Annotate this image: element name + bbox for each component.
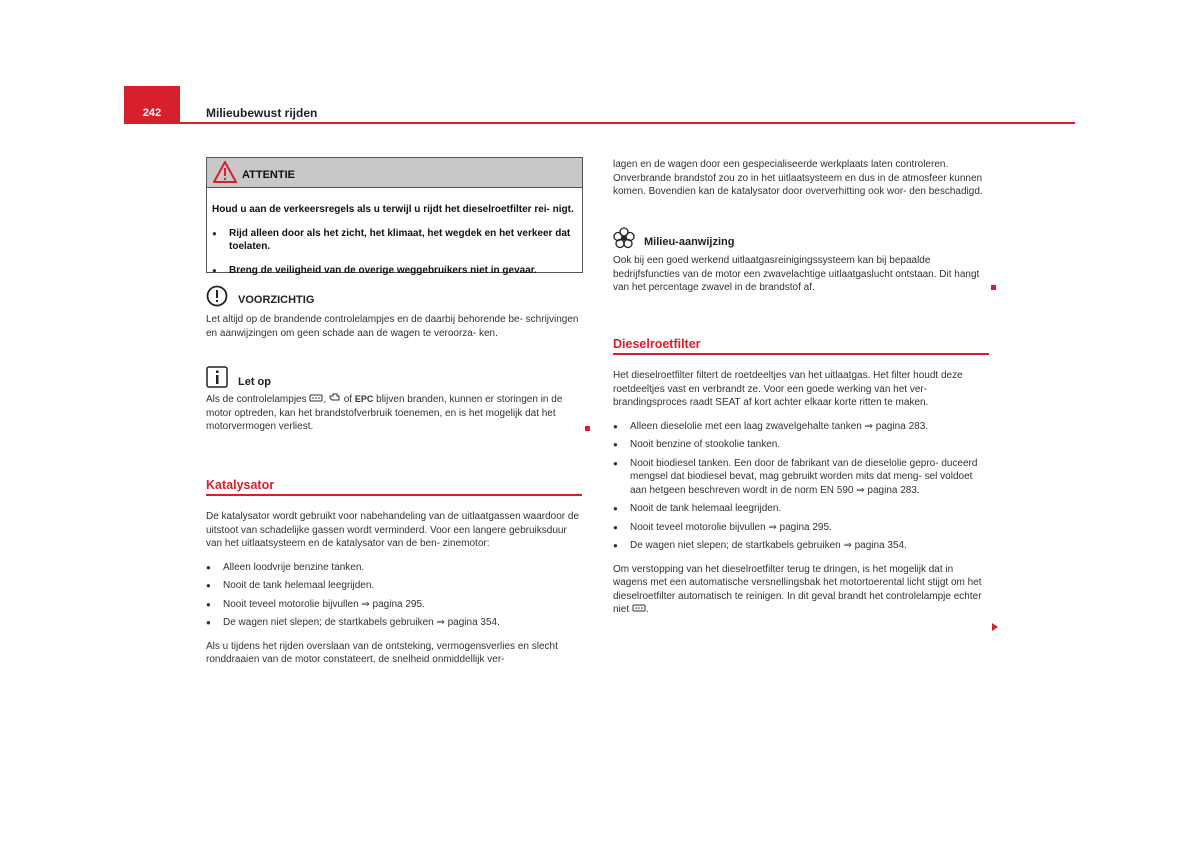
katalysator-rule	[206, 494, 582, 496]
engine-icon	[329, 393, 341, 402]
katalysator-item: ● Alleen loodvrije benzine tanken.	[206, 561, 582, 575]
dieselroetfilter-text	[613, 369, 989, 617]
katalysator-text	[206, 510, 582, 667]
right-top-text	[613, 158, 989, 199]
dieselroetfilter-intro: Het dieselroetfilter filtert de roetdeeltjes van het uitlaatgas. Het filter houdt deze roetdeeltjes vast en verbrandt ze. Voor een goede werking van het ver- brandingsproces raadt SEAT af kort achter elkaar korte ritten te maken.	[613, 370, 963, 408]
milieu-title: Milieu-aanwijzing	[644, 236, 735, 248]
header-rule	[124, 122, 1075, 124]
katalysator-item: ● Nooit teveel motorolie bijvullen ⇒ pagina 295.	[206, 598, 582, 612]
dieselroetfilter-heading: Dieselroetfilter	[613, 337, 701, 351]
dieselroetfilter-item: ● Nooit de tank helemaal leegrijden.	[613, 502, 989, 516]
katalysator-heading: Katalysator	[206, 478, 275, 492]
dieselroetfilter-outro-text: Om verstopping van het dieselroetfilter terug te dringen, is het mogelijk dat in wagens met een automatische versnellingsbak het motortoerental licht stijgt om het dieselroetfilter automatisch te reinigen. In dit geval brandt het controlelampje echter niet	[613, 563, 982, 615]
dieselroetfilter-rule	[613, 353, 989, 355]
katalysator-item: ● Nooit de tank helemaal leegrijden.	[206, 579, 582, 593]
section-end-marker	[991, 285, 996, 290]
caution-exclamation-icon	[206, 285, 228, 307]
katalysator-item: ● De wagen niet slepen; de startkabels gebruiken ⇒ pagina 354.	[206, 616, 582, 630]
note-text-part: ,	[323, 394, 329, 405]
note-text-part: of	[340, 394, 355, 405]
dieselroetfilter-item: ● Nooit benzine of stookolie tanken.	[613, 438, 989, 452]
milieu-text	[613, 254, 989, 295]
dieselroetfilter-item: ● De wagen niet slepen; de startkabels gebruiken ⇒ pagina 354.	[613, 539, 989, 553]
note-text-part: Als de controlelampjes	[206, 394, 310, 405]
caution-text	[206, 313, 582, 340]
info-icon	[206, 366, 228, 388]
katalysator-intro: De katalysator wordt gebruikt voor nabehandeling van de uitlaatgassen waardoor de uitstoot van schadelijke gassen wordt verminderd. Voor een langere gebruiksduur van het uitlaatsysteem en de katalysator van de ben- zinemotor:	[206, 511, 580, 549]
right-top-paragraph: lagen en de wagen door een gespecialiseerde werkplaats laten controleren. Onverbrande brandstof zou zo in het uitlaatsysteem en dus in de atmosfeer kunnen komen. Bovendien kan de katalysator door oververhitting ook wor- den beschadigd.	[613, 159, 983, 197]
section-end-marker	[585, 426, 590, 431]
warning-item: ● Rijd alleen door als het zicht, het klimaat, het wegdek en het verkeer dat toelaten.	[212, 227, 576, 254]
warning-intro: Houd u aan de verkeersregels als u terwijl u rijdt het dieselroetfilter rei- nigt.	[212, 204, 574, 215]
warning-item: ● Breng de veiligheid van de overige weggebruikers niet in gevaar.	[212, 264, 576, 278]
warning-box	[206, 157, 583, 276]
caution-paragraph: Let altijd op de brandende controlelampjes en de daarbij behorende be- schrijvingen en aanwijzingen om geen schade aan de wagen te veroorza- ken.	[206, 314, 579, 339]
warning-triangle-icon	[213, 161, 237, 183]
note-text-part: blijven branden, kunnen er storingen in de motor optreden, kan het brandstofverbruik toenemen, en is het mogelijk dat het motorvermogen verliest.	[206, 394, 563, 432]
warning-body	[207, 188, 582, 277]
flower-icon	[613, 227, 635, 249]
soot-filter-icon	[309, 394, 323, 402]
note-title: Let op	[238, 376, 271, 388]
dieselroetfilter-item: ● Nooit teveel motorolie bijvullen ⇒ pagina 295.	[613, 521, 989, 535]
note-paragraph	[206, 393, 582, 434]
page-number: 242	[142, 107, 162, 119]
epc-icon: EPC	[354, 394, 374, 404]
period: .	[645, 604, 649, 615]
milieu-paragraph: Ook bij een goed werkend uitlaatgasreinigingssysteem kan bij bepaalde bedrijfsfuncties van de motor een zwavelachtige uitlaatgaslucht ontstaan. Dit hangt van het percentage zwavel in de brandstof af.	[613, 255, 980, 293]
katalysator-outro: Als u tijdens het rijden overslaan van de ontsteking, vermogensverlies en slecht ronddraaien van de motor constateert, de snelheid onmiddellijk ver-	[206, 640, 558, 665]
running-header: Milieubewust rijden	[206, 106, 318, 120]
dieselroetfilter-outro	[613, 563, 989, 617]
soot-filter-icon	[632, 604, 646, 612]
note-text	[206, 393, 582, 434]
continue-arrow-icon	[992, 623, 998, 631]
caution-title: VOORZICHTIG	[238, 294, 315, 306]
dieselroetfilter-item: ● Alleen dieselolie met een laag zwavelgehalte tanken ⇒ pagina 283.	[613, 420, 989, 434]
warning-header	[207, 158, 582, 188]
warning-title: ATTENTIE	[242, 169, 295, 181]
dieselroetfilter-item: ● Nooit biodiesel tanken. Een door de fabrikant van de dieselolie gepro- duceerd mengsel dat biodiesel bevat, mag gebruikt worden mits dat meng- sel voldoet aan hetgeen beschreven wordt in de norm EN 590 ⇒ pagina 283.	[613, 457, 989, 498]
